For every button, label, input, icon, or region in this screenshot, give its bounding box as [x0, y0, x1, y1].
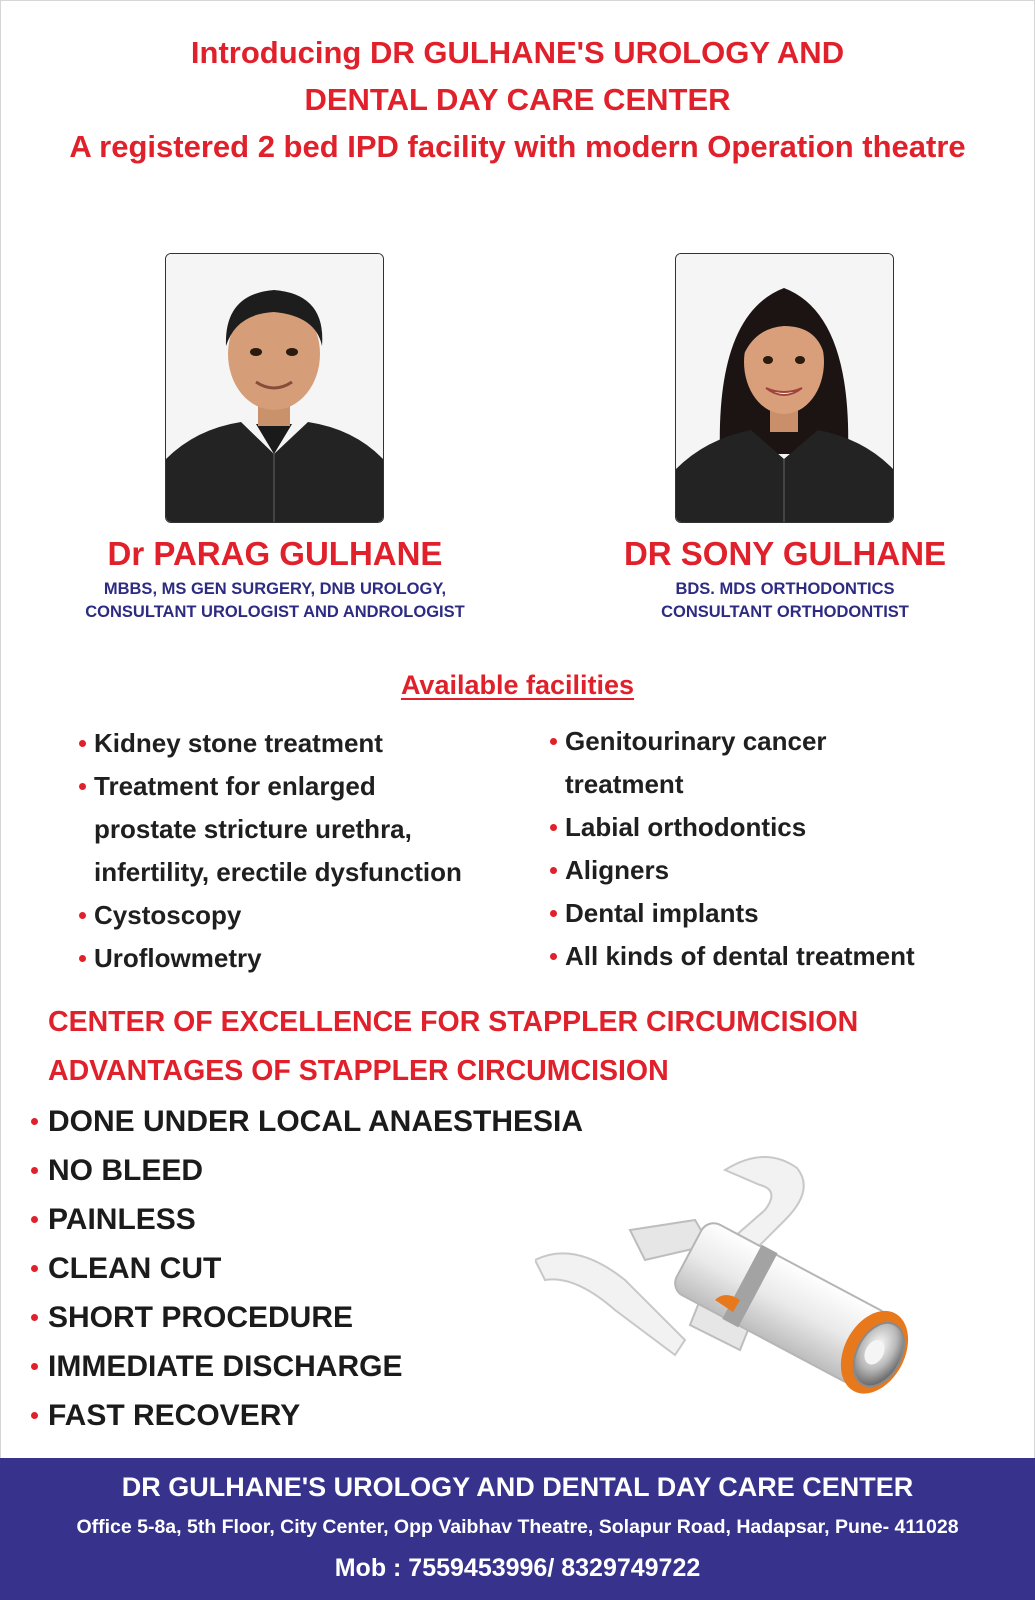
- advantage-item: PAINLESS: [30, 1195, 583, 1244]
- facilities-list-right: [549, 720, 989, 978]
- doctor-designation-line: CONSULTANT UROLOGIST AND ANDROLOGIST: [85, 603, 465, 621]
- center-of-excellence-title: CENTER OF EXCELLENCE FOR STAPPLER CIRCUMCISION: [48, 1006, 859, 1038]
- advantages-title: ADVANTAGES OF STAPPLER CIRCUMCISION: [48, 1055, 669, 1087]
- headline-line-3: A registered 2 bed IPD facility with modern Operation theatre: [69, 129, 966, 164]
- facility-item: Aligners: [549, 849, 989, 892]
- facility-item: Cystoscopy: [78, 894, 518, 937]
- advantage-item: IMMEDIATE DISCHARGE: [30, 1342, 583, 1391]
- doctor-photo-sony: [675, 253, 894, 523]
- facilities-title: Available facilities: [400, 670, 635, 700]
- facility-item: Uroflowmetry: [78, 937, 518, 980]
- doctor-name-parag: Dr PARAG GULHANE: [107, 535, 443, 572]
- advantage-item: SHORT PROCEDURE: [30, 1293, 583, 1342]
- facility-item: Kidney stone treatment: [78, 722, 518, 765]
- advantages-list: [30, 1097, 583, 1440]
- doctor-photo-parag: [165, 253, 384, 523]
- headline-line-2: DENTAL DAY CARE CENTER: [304, 82, 731, 117]
- footer-banner: [0, 1458, 1035, 1600]
- doctor-name-sony: DR SONY GULHANE: [623, 535, 947, 572]
- facility-item: All kinds of dental treatment: [549, 935, 989, 978]
- doctor-designation-line: CONSULTANT ORTHODONTIST: [661, 603, 909, 621]
- doctor-qualification-line: MBBS, MS GEN SURGERY, DNB UROLOGY,: [103, 580, 447, 598]
- footer-phone: Mob : 7559453996/ 8329749722: [334, 1554, 701, 1582]
- stapler-device-illustration: [535, 1150, 955, 1430]
- footer-address: Office 5-8a, 5th Floor, City Center, Opp Vaibhav Theatre, Solapur Road, Hadapsar, Pune- 411028: [76, 1516, 959, 1538]
- advantage-item: CLEAN CUT: [30, 1244, 583, 1293]
- facility-item: Genitourinary cancer: [549, 720, 989, 763]
- headline-line-1: Introducing DR GULHANE'S UROLOGY AND: [190, 35, 845, 70]
- doctor-qualification-line: BDS. MDS ORTHODONTICS: [675, 580, 895, 598]
- advantage-item: FAST RECOVERY: [30, 1391, 583, 1440]
- footer-center-name: DR GULHANE'S UROLOGY AND DENTAL DAY CARE CENTER: [121, 1472, 914, 1502]
- facility-item: Dental implants: [549, 892, 989, 935]
- advantage-item: DONE UNDER LOCAL ANAESTHESIA: [30, 1097, 583, 1146]
- facility-item: Labial orthodontics: [549, 806, 989, 849]
- facility-item-continuation: treatment: [565, 769, 684, 799]
- facility-item-continuation: infertility, erectile dysfunction: [94, 857, 462, 887]
- advantage-item: NO BLEED: [30, 1146, 583, 1195]
- facilities-list-left: [78, 722, 518, 980]
- facility-item-continuation: prostate stricture urethra,: [94, 814, 412, 844]
- facility-item: Treatment for enlarged: [78, 765, 518, 808]
